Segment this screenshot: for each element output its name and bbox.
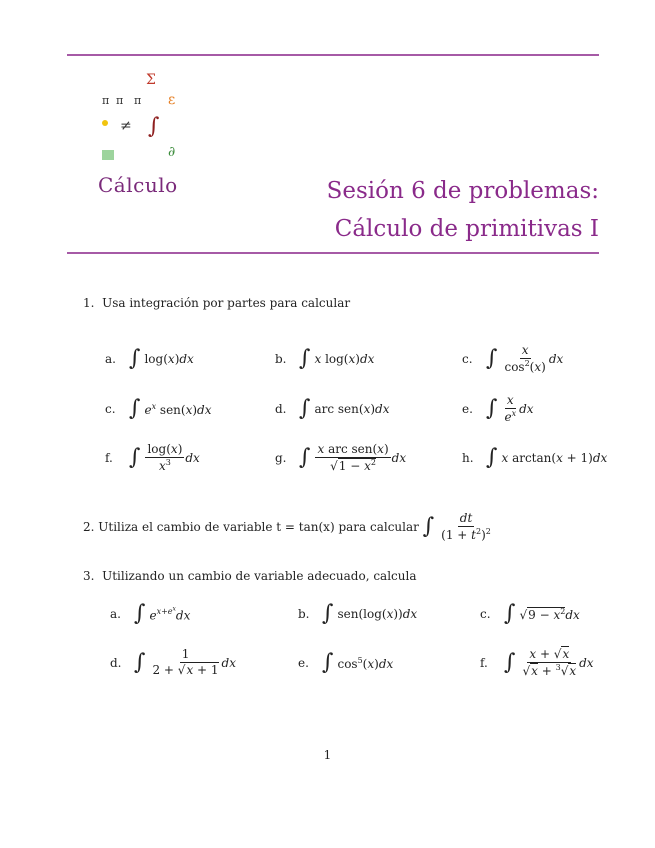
problem-3-statement <box>83 569 416 583</box>
integral-sign: ∫ <box>322 650 334 675</box>
item-label: b. <box>275 352 287 366</box>
differential: dx <box>519 402 534 417</box>
problem-2-statement <box>83 512 494 542</box>
item-label: d. <box>275 402 287 416</box>
integrand: $e^x$ sen(x)dx <box>144 401 212 417</box>
problem-3-item-f <box>480 648 594 678</box>
item-label: f. <box>480 656 488 671</box>
item-label: e. <box>462 402 473 417</box>
fraction: $\frac{\log(x)}{x^3}$ <box>147 442 183 473</box>
logo-integral-glyph: ∫ <box>148 114 160 139</box>
page-title-line-2: Cálculo de primitivas I <box>334 216 599 242</box>
problem-1-item-c-2 <box>105 398 212 420</box>
item-label: c. <box>105 402 116 416</box>
problem-number: 2. <box>83 520 95 535</box>
fraction: $\frac{dt}{(1 + t^2)^2}$ <box>441 511 491 542</box>
integrand: x arctan(x + 1)dx <box>501 451 608 465</box>
top-rule <box>67 54 599 56</box>
problem-1-item-d <box>275 398 390 420</box>
logo-sigma-glyph: Σ <box>146 72 156 88</box>
logo-pi-glyph-2: π <box>116 94 124 107</box>
item-label: e. <box>298 656 309 670</box>
logo-pi-glyph: π <box>102 94 110 107</box>
integral-sign: ∫ <box>322 601 334 626</box>
page-title-line-1: Sesión 6 de problemas: <box>326 178 599 204</box>
problem-1-item-h <box>462 447 607 469</box>
integral-sign: ∫ <box>504 601 516 626</box>
integrand: $√9 - x^2dx$ <box>519 606 580 622</box>
integral-sign: ∫ <box>129 445 141 471</box>
integrand: arc sen(x)dx <box>314 402 390 416</box>
logo-wordmark: Cálculo <box>98 173 178 197</box>
item-label: g. <box>275 451 287 466</box>
integrand: $e^{x+e^x}dx$ <box>149 605 191 623</box>
integral-sign: ∫ <box>486 346 498 372</box>
integrand: $\cos^5(x)dx$ <box>337 655 394 671</box>
fraction: $\frac{x + √x}{√x + ^3√x}$ <box>522 647 577 678</box>
problem-3-item-d <box>110 648 236 677</box>
integral-sign: ∫ <box>486 396 498 422</box>
problem-3-item-c <box>480 603 580 625</box>
item-label: f. <box>105 451 113 466</box>
problem-3-item-e <box>298 652 393 674</box>
header-bottom-rule <box>67 252 599 254</box>
integral-sign: ∫ <box>486 445 498 470</box>
problem-1-item-e <box>462 394 534 424</box>
integrand: log(x)dx <box>144 352 194 366</box>
problem-1-statement <box>83 296 350 310</box>
logo-green-mark <box>102 150 114 160</box>
integral-sign: ∫ <box>504 650 516 676</box>
logo-pi-glyph-3: π <box>134 94 142 107</box>
problem-1-item-a <box>105 348 194 370</box>
page-number: 1 <box>323 748 332 762</box>
item-label: c. <box>462 352 473 367</box>
problem-text: Usa integración por partes para calcular <box>102 296 351 310</box>
fraction: $\frac{\text{x arc sen(x)}}{√1 - x^2}$ <box>317 442 389 473</box>
integral-sign: ∫ <box>134 649 146 675</box>
logo-neq-glyph: ≠ <box>120 118 132 134</box>
logo-epsilon-glyph: ε <box>168 92 176 108</box>
differential: dx <box>579 656 594 671</box>
item-label: b. <box>298 607 310 621</box>
problem-number: 1. <box>83 296 95 310</box>
problem-3-item-a <box>110 603 190 625</box>
problem-1-item-b <box>275 348 374 370</box>
item-label: a. <box>110 607 121 621</box>
item-label: c. <box>480 607 491 621</box>
integrand: x log(x)dx <box>314 352 375 366</box>
differential: dx <box>221 655 236 670</box>
integral-sign: ∫ <box>134 601 146 626</box>
item-label: h. <box>462 451 474 465</box>
problem-1-item-c <box>462 344 563 374</box>
item-label: a. <box>105 352 116 366</box>
logo-dot-glyph <box>102 120 108 126</box>
problem-3-item-b <box>298 603 417 625</box>
problem-text: Utilizando un cambio de variable adecuado, calcula <box>102 569 417 583</box>
integral-sign: ∫ <box>299 346 311 371</box>
integrand: sen(log(x))dx <box>337 607 418 621</box>
logo-partial-glyph: ∂ <box>168 144 176 160</box>
differential: dx <box>548 352 564 367</box>
fraction: $\frac{x}{\cos^2(x)}$ <box>504 343 546 374</box>
integral-sign: ∫ <box>299 445 311 471</box>
integral-sign: ∫ <box>129 346 141 371</box>
problem-text: Utiliza el cambio de variable t = tan(x) para calcular <box>98 520 419 535</box>
fraction: $\frac{x}{e^x}$ <box>504 393 517 424</box>
problem-1-item-g <box>275 443 406 473</box>
problem-number: 3. <box>83 569 95 583</box>
item-label: d. <box>110 655 122 670</box>
integral-sign: ∫ <box>129 396 141 421</box>
fraction: $\frac{1}{2 + √x + 1}$ <box>152 647 219 677</box>
integral-sign: ∫ <box>422 514 435 540</box>
differential: dx <box>391 451 407 466</box>
differential: dx <box>185 451 200 466</box>
integral-sign: ∫ <box>299 396 311 421</box>
problem-1-item-f <box>105 443 200 473</box>
